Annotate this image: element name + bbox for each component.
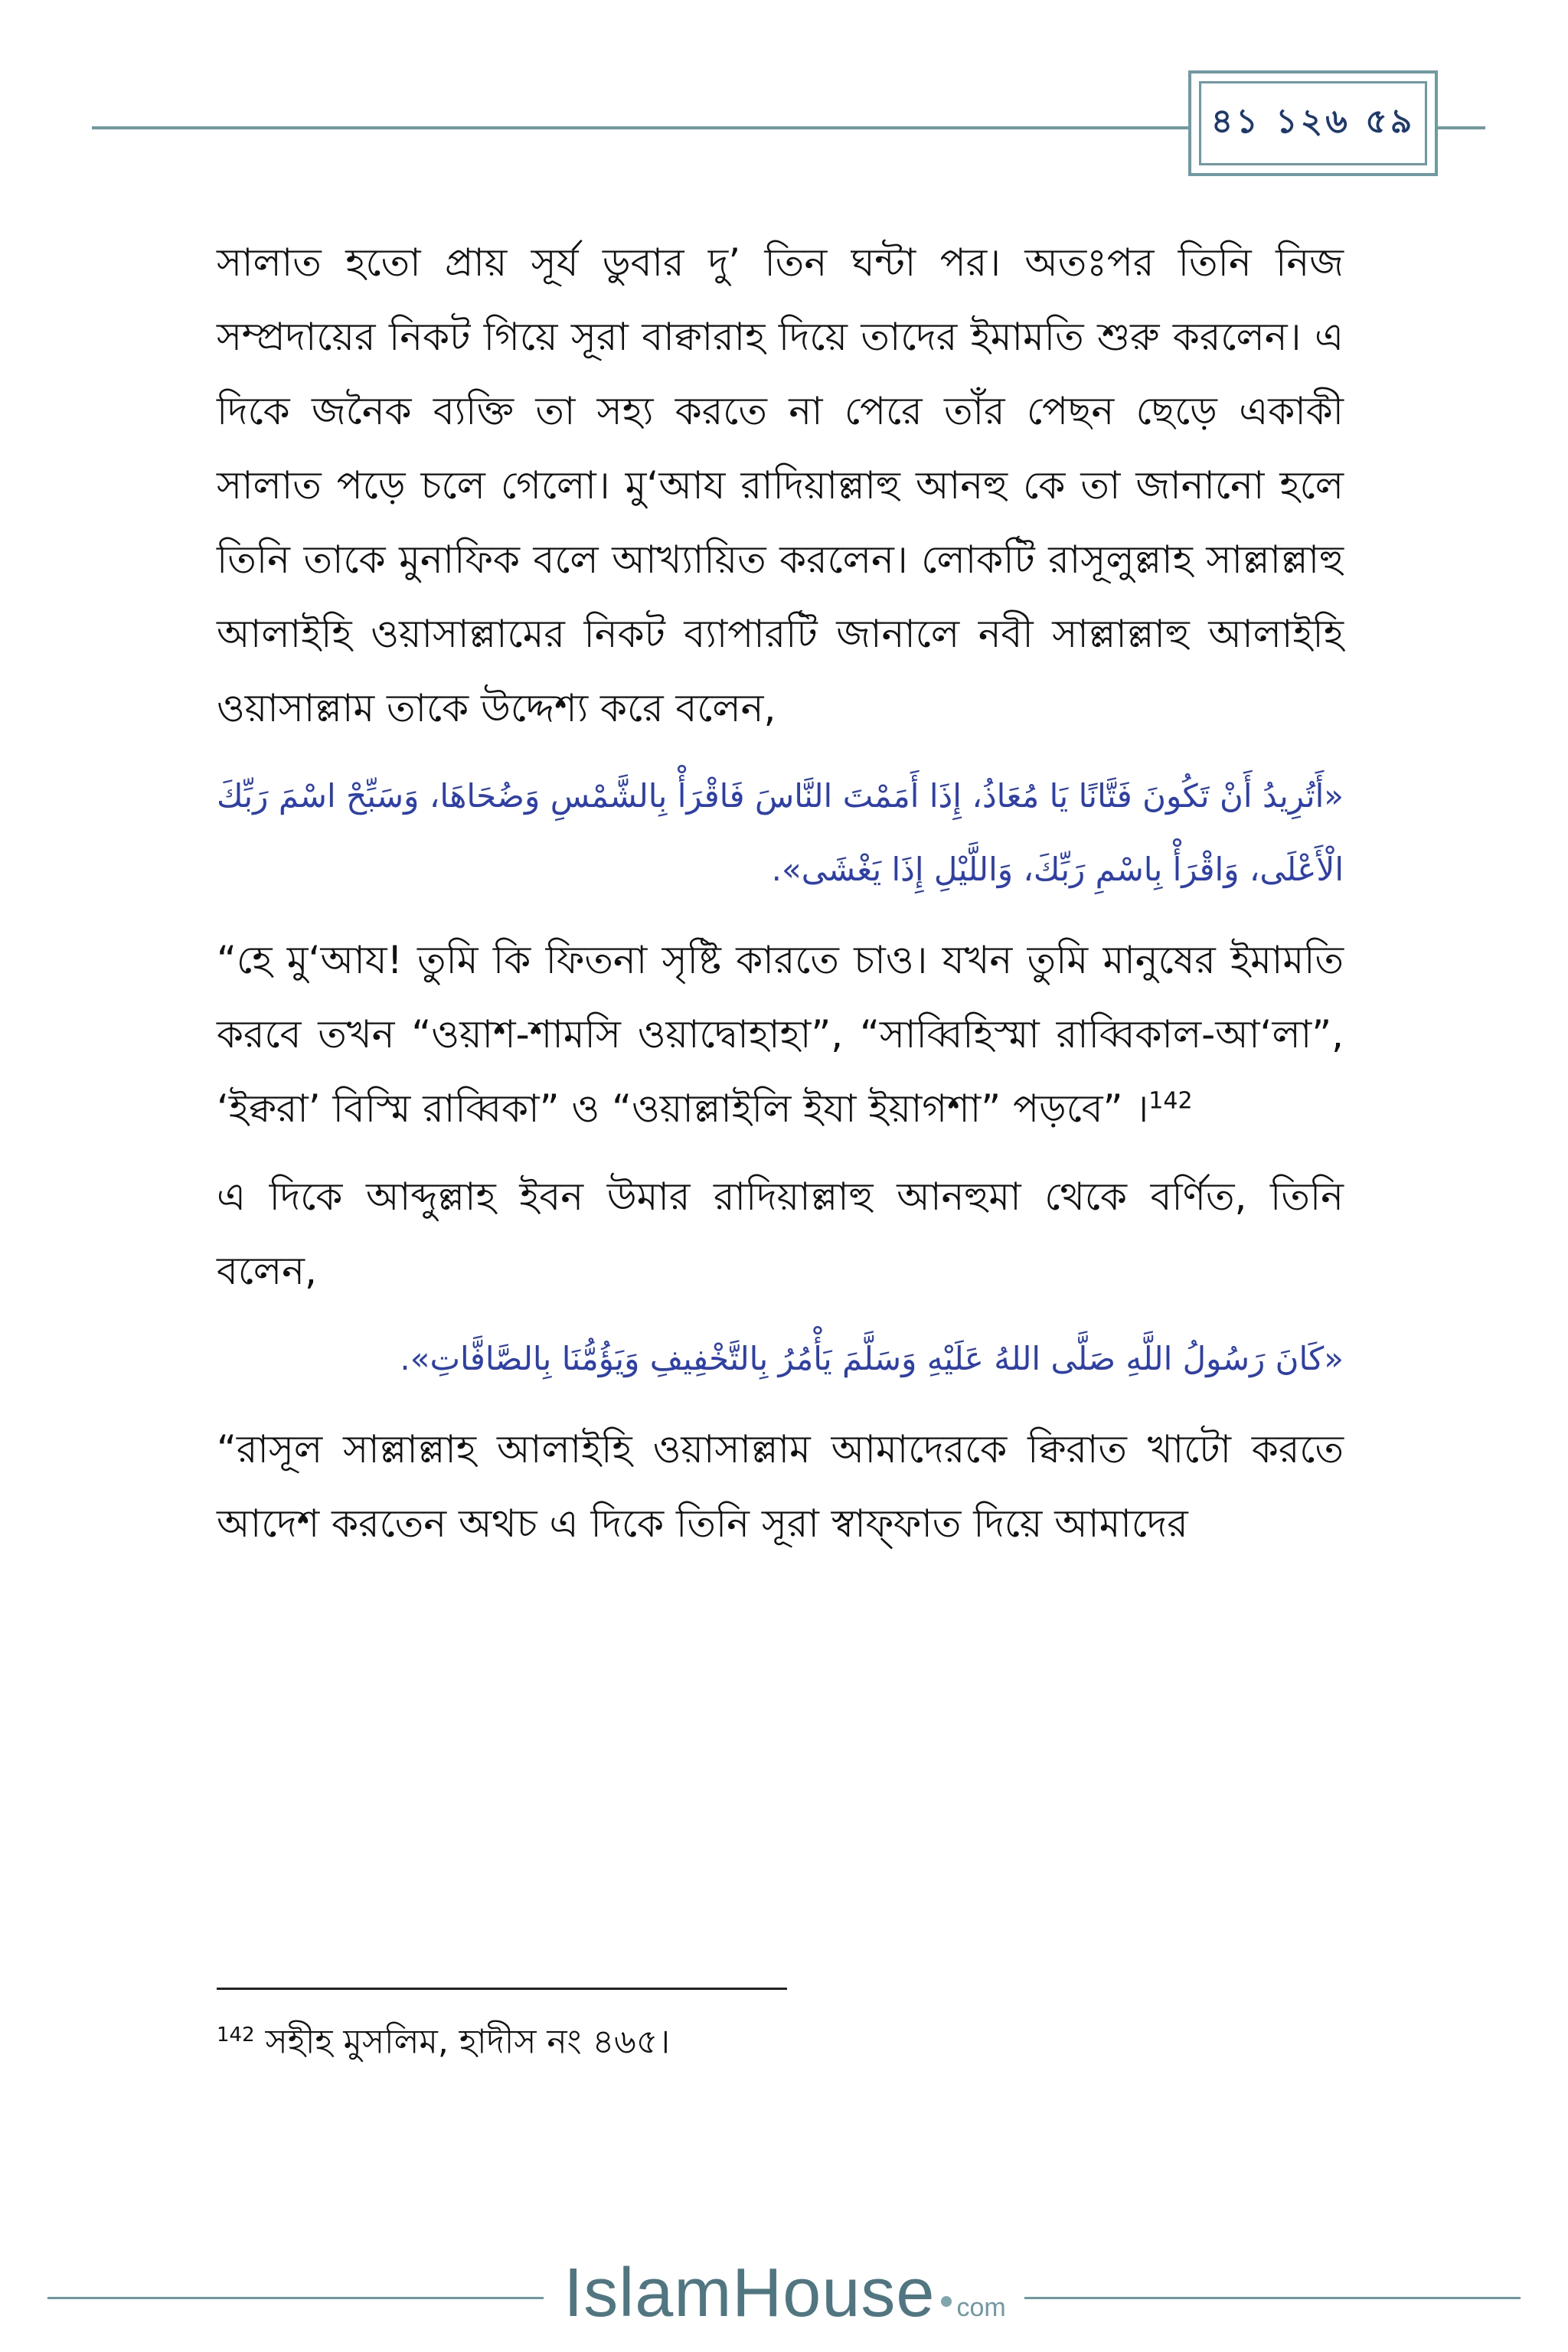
footer-rule-left (47, 2297, 544, 2299)
page-body (217, 226, 1344, 1575)
paragraph-4: “রাসূল সাল্লাল্লাহ আলাইহি ওয়াসাল্লাম আমাদেরকে ক্বিরাত খাটো করতে আদেশ করতেন অথচ এ দিকে তিনি সূরা স্বাফ্ফাত দিয়ে আমাদের (217, 1427, 1344, 1546)
paragraph-2-text: “হে মু‘আয! তুমি কি ফিতনা সৃষ্টি কারতে চাও। যখন তুমি মানুষের ইমামতি করবে তখন “ওয়াশ-শামসি ওয়াদ্বোহাহা”, “সাব্বিহিস্মা রাব্বিকাল-আ‘লা”, ‘ইক্বরা’ বিস্মি রাব্বিকা” ও “ওয়াল্লাইলি ইযা ইয়াগশা” পড়বে” । (217, 938, 1344, 1131)
brand-domain: com (956, 2293, 1006, 2322)
footnote-reference[interactable]: 142 (1148, 1087, 1193, 1115)
footnote (217, 2012, 670, 2066)
paragraph-1: সালাত হতো প্রায় সূর্য ডুবার দু’ তিন ঘন্টা পর। অতঃপর তিনি নিজ সম্প্রদায়ের নিকট গিয়ে সূরা বাক্বারাহ দিয়ে তাদের ইমামতি শুরু করলেন। এ দিকে জনৈক ব্যক্তি তা সহ্য করতে না পেরে তাঁর পেছন ছেড়ে একাকী সালাত পড়ে চলে গেলো। মু‘আয রাদিয়াল্লাহু আনহু কে তা জানানো হলে তিনি তাকে মুনাফিক বলে আখ্যায়িত করলেন। লোকটি রাসূলুল্লাহ সাল্লাল্লাহু আলাইহি ওয়াসাল্লামের নিকট ব্যাপারটি জানালে নবী সাল্লাল্লাহু আলাইহি ওয়াসাল্লাম তাকে উদ্দেশ্য করে বলেন, (217, 240, 1344, 730)
paragraph-3: এ দিকে আব্দুল্লাহ ইবন উমার রাদিয়াল্লাহু আনহুমা থেকে বর্ণিত, তিনি বলেন, (217, 1174, 1344, 1293)
footnote-number: 142 (217, 2024, 255, 2047)
arabic-quote-1: «أَتُرِيدُ أَنْ تَكُونَ فَتَّانًا يَا مُعَاذُ، إِذَا أَمَمْتَ النَّاسَ فَاقْرَأْ بِالشَّمْسِ وَضُحَاهَا، وَسَبِّحْ اسْمَ رَبِّكَ الْأَعْلَى، وَاقْرَأْ بِاسْمِ رَبِّكَ، وَاللَّيْلِ إِذَا يَغْشَى». (217, 777, 1344, 888)
footnote-divider (217, 1988, 787, 1990)
footnote-text: সহীহ মুসলিম, হাদীস নং ৪৬৫। (265, 2022, 671, 2062)
paragraph-2 (217, 923, 1344, 1146)
brand-name: IslamHouse (564, 2255, 936, 2331)
islamhouse-logo (551, 2254, 1018, 2338)
page-number: ৪১ ১২৬ ৫৯ (1199, 81, 1427, 165)
page-number-box (1188, 70, 1438, 176)
arabic-quote-2: «كَانَ رَسُولُ اللَّهِ صَلَّى اللهُ عَلَيْهِ وَسَلَّمَ يَأْمُرُ بِالتَّخْفِيفِ وَيَؤُمُّنَا بِالصَّافَّاتِ». (400, 1340, 1344, 1377)
footer-rule-right (1024, 2297, 1521, 2299)
dot-icon (941, 2296, 952, 2307)
